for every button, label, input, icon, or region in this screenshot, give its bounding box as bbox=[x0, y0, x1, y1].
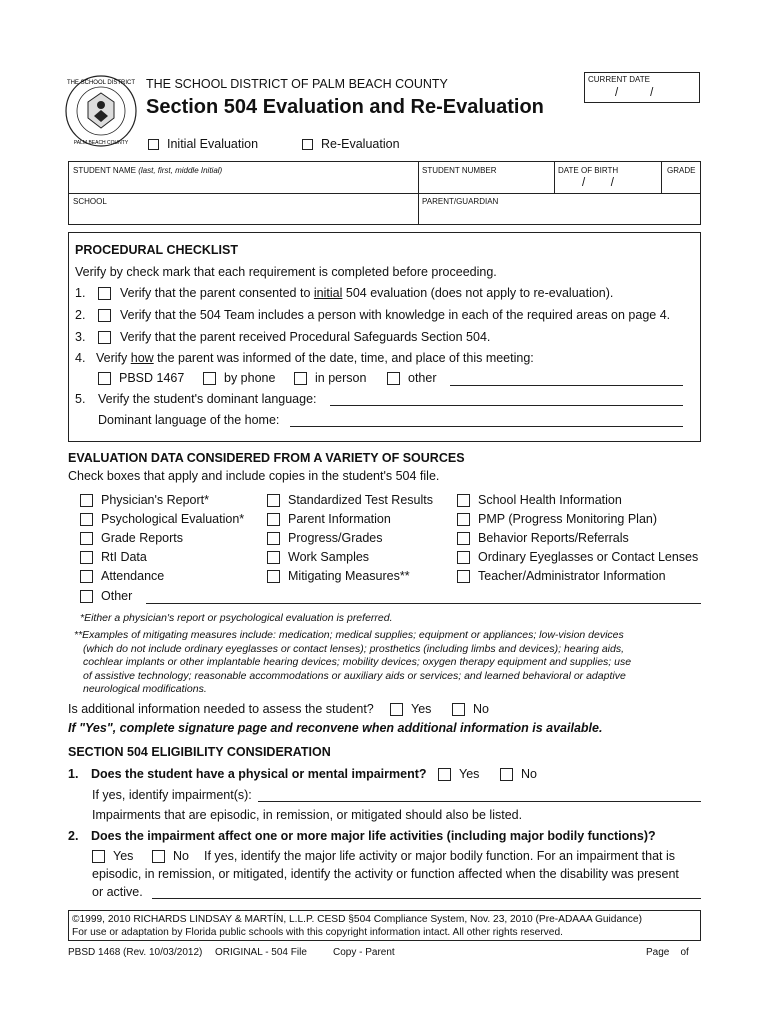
evaluation-source-option[interactable] bbox=[267, 493, 433, 507]
q2-yes-label: Yes bbox=[113, 849, 134, 863]
copyright-text: ©1999, 2010 RICHARDS LINDSAY & MARTÍN, L.L.P. CESD §504 Compliance System, Nov. 23, 2010 (Pre-ADAAA Guidance) bbox=[72, 914, 642, 925]
evaluation-source-checkbox[interactable] bbox=[267, 513, 280, 526]
checklist-item-2[interactable] bbox=[75, 308, 670, 322]
school-field[interactable]: SCHOOL bbox=[73, 197, 107, 206]
q1-no-label: No bbox=[521, 767, 537, 781]
q1-no[interactable] bbox=[500, 767, 537, 781]
footnote-physician: *Either a physician's report or psychological evaluation is preferred. bbox=[80, 612, 393, 624]
q1-no-checkbox[interactable] bbox=[500, 768, 513, 781]
q2-no[interactable] bbox=[152, 849, 189, 863]
evaluation-source-checkbox[interactable] bbox=[457, 494, 470, 507]
pbsd1467-label: PBSD 1467 bbox=[119, 371, 185, 385]
evaluation-source-label: Standardized Test Results bbox=[288, 493, 433, 507]
evaluation-source-label: Psychological Evaluation* bbox=[101, 512, 245, 526]
usage-text: For use or adaptation by Florida public schools with this copyright information intact. All other rights reserved. bbox=[72, 927, 563, 938]
page-number: Page of bbox=[646, 947, 689, 958]
q2-detail-line-1: If yes, identify the major life activity or major bodily function. For an impairment that is bbox=[204, 849, 676, 863]
evaluation-source-checkbox[interactable] bbox=[80, 494, 93, 507]
item2-text: Verify that the 504 Team includes a person with knowledge in each of the required areas on page 4. bbox=[120, 308, 671, 322]
evaluation-source-label: Behavior Reports/Referrals bbox=[478, 531, 629, 545]
checklist-item-4 bbox=[75, 351, 534, 365]
additional-info-question bbox=[68, 702, 374, 716]
checklist-intro: Verify by check mark that each requirement is completed before proceeding. bbox=[75, 265, 497, 279]
evaluation-source-option[interactable] bbox=[80, 493, 209, 507]
evaluation-source-option[interactable] bbox=[80, 531, 183, 545]
evaluation-source-option[interactable] bbox=[267, 550, 369, 564]
evaluation-other-label: Other bbox=[101, 589, 133, 603]
copyright-box bbox=[68, 910, 701, 941]
q2-yes[interactable] bbox=[92, 849, 133, 863]
home-language-label: Dominant language of the home: bbox=[98, 413, 280, 427]
re-evaluation-checkbox[interactable] bbox=[302, 139, 313, 150]
checklist-number-3: 3. bbox=[75, 330, 86, 344]
q2-detail-line-3: or active. bbox=[92, 885, 143, 899]
eligibility-q1 bbox=[68, 767, 427, 781]
checklist-heading: PROCEDURAL CHECKLIST bbox=[75, 243, 238, 257]
evaluation-source-label: Teacher/Administrator Information bbox=[478, 569, 666, 583]
in-person-checkbox[interactable] bbox=[294, 372, 307, 385]
q1-yes-label: Yes bbox=[459, 767, 480, 781]
evaluation-source-label: PMP (Progress Monitoring Plan) bbox=[478, 512, 658, 526]
evaluation-source-label: RtI Data bbox=[101, 550, 147, 564]
item4-underlined: how bbox=[130, 351, 154, 365]
item5-text: Verify the student's dominant language: bbox=[98, 392, 317, 406]
re-evaluation-label: Re-Evaluation bbox=[321, 137, 400, 151]
evaluation-source-label: Attendance bbox=[101, 569, 165, 583]
evaluation-source-option[interactable] bbox=[457, 550, 698, 564]
q1-note: Impairments that are episodic, in remission, or mitigated should also be listed. bbox=[92, 808, 523, 822]
student-number-field[interactable]: STUDENT NUMBER bbox=[422, 166, 497, 175]
date-of-birth-field[interactable]: DATE OF BIRTH bbox=[558, 166, 619, 175]
q2-number: 2. bbox=[68, 829, 79, 843]
district-name: THE SCHOOL DISTRICT OF PALM BEACH COUNTY bbox=[146, 77, 448, 91]
additional-info-yes[interactable] bbox=[390, 702, 431, 716]
q1-text: Does the student have a physical or mental impairment? bbox=[91, 767, 427, 781]
page-title: Section 504 Evaluation and Re-Evaluation bbox=[146, 96, 544, 118]
seal-bottom-text: PALM BEACH COUNTY bbox=[73, 140, 129, 146]
evaluation-source-checkbox[interactable] bbox=[457, 551, 470, 564]
evaluation-source-checkbox[interactable] bbox=[267, 551, 280, 564]
initial-evaluation-checkbox[interactable] bbox=[148, 139, 159, 150]
checklist-number-5: 5. bbox=[75, 392, 86, 406]
footnote-mitigating bbox=[74, 629, 631, 697]
q2-yes-checkbox[interactable] bbox=[92, 850, 105, 863]
q1-identify-line[interactable] bbox=[258, 801, 701, 802]
evaluation-source-option[interactable] bbox=[267, 569, 410, 583]
evaluation-source-checkbox[interactable] bbox=[457, 570, 470, 583]
footnote-line-3: cochlear implants or other implantable hearing devices; mobility devices; oxygen therapy equipment and supplies; use bbox=[83, 656, 632, 669]
student-name-label: STUDENT NAME bbox=[73, 166, 136, 175]
additional-info-no[interactable] bbox=[452, 702, 489, 716]
evaluation-source-label: Ordinary Eyeglasses or Contact Lenses bbox=[478, 550, 699, 564]
method-pbsd1467[interactable] bbox=[98, 371, 184, 385]
additional-info-label: Is additional information needed to assess the student? bbox=[68, 702, 374, 716]
footnote-line-4: of assistive technology; reasonable accommodations or auxiliary aids or services; and learned behavioral or adaptive bbox=[83, 669, 626, 682]
district-seal bbox=[64, 74, 138, 148]
re-evaluation-option[interactable] bbox=[302, 137, 400, 151]
evaluation-source-option[interactable] bbox=[267, 512, 391, 526]
method-phone[interactable] bbox=[203, 371, 275, 385]
evaluation-source-label: School Health Information bbox=[478, 493, 622, 507]
evaluation-source-label: Physician's Report* bbox=[101, 493, 209, 507]
evaluation-source-checkbox[interactable] bbox=[457, 513, 470, 526]
checklist-item-3[interactable] bbox=[75, 330, 490, 344]
student-name-hint: (last, first, middle Initial) bbox=[138, 166, 223, 175]
additional-info-yes-checkbox[interactable] bbox=[390, 703, 403, 716]
dob-slashes: / / bbox=[582, 177, 614, 189]
evaluation-source-checkbox[interactable] bbox=[80, 551, 93, 564]
item4-post: the parent was informed of the date, time, and place of this meeting: bbox=[153, 351, 534, 365]
other-method-line[interactable] bbox=[450, 385, 683, 386]
evaluation-source-option[interactable] bbox=[267, 531, 382, 545]
evaluation-other-checkbox[interactable] bbox=[80, 590, 93, 603]
evaluation-other-line[interactable] bbox=[146, 603, 701, 604]
q2-no-checkbox[interactable] bbox=[152, 850, 165, 863]
other-method-label: other bbox=[408, 371, 437, 385]
evaluation-source-label: Mitigating Measures** bbox=[288, 569, 410, 583]
evaluation-source-label: Work Samples bbox=[288, 550, 370, 564]
evaluation-source-option[interactable] bbox=[80, 512, 244, 526]
q1-number: 1. bbox=[68, 767, 79, 781]
additional-info-note: If "Yes", complete signature page and reconvene when additional information is available. bbox=[68, 721, 603, 735]
distribution-original: ORIGINAL - 504 File bbox=[215, 947, 307, 958]
eligibility-heading: SECTION 504 ELIGIBILITY CONSIDERATION bbox=[68, 745, 331, 759]
q1-yes[interactable] bbox=[438, 767, 479, 781]
pbsd1467-checkbox[interactable] bbox=[98, 372, 111, 385]
method-in-person[interactable] bbox=[294, 371, 366, 385]
checklist-item-5 bbox=[75, 392, 317, 406]
checklist-number-1: 1. bbox=[75, 286, 86, 300]
item4-pre: Verify bbox=[96, 351, 131, 365]
evaluation-other[interactable] bbox=[80, 589, 132, 603]
evaluation-source-option[interactable] bbox=[457, 493, 622, 507]
checklist-checkbox-1[interactable] bbox=[98, 287, 111, 300]
home-language-line[interactable] bbox=[290, 426, 683, 427]
q2-text: Does the impairment affect one or more major life activities (including major bodily functions)? bbox=[91, 829, 656, 843]
evaluation-source-option[interactable] bbox=[80, 569, 164, 583]
footnote-line-1: **Examples of mitigating measures include: medication; medical supplies; equipment or appliances; low-vision devices bbox=[74, 629, 624, 641]
evaluation-source-checkbox[interactable] bbox=[80, 570, 93, 583]
student-name-field[interactable] bbox=[73, 166, 222, 175]
checklist-checkbox-3[interactable] bbox=[98, 331, 111, 344]
seal-top-text: THE SCHOOL DISTRICT bbox=[66, 80, 136, 86]
q1-yes-checkbox[interactable] bbox=[438, 768, 451, 781]
student-language-line[interactable] bbox=[330, 405, 683, 406]
evaluation-source-option[interactable] bbox=[457, 531, 629, 545]
item1-post: 504 evaluation (does not apply to re-evaluation). bbox=[342, 286, 614, 300]
checklist-item-1[interactable] bbox=[75, 286, 613, 300]
q2-identify-line[interactable] bbox=[152, 898, 701, 899]
evaluation-heading: EVALUATION DATA CONSIDERED FROM A VARIETY OF SOURCES bbox=[68, 451, 465, 465]
checklist-number-2: 2. bbox=[75, 308, 86, 322]
evaluation-source-checkbox[interactable] bbox=[80, 513, 93, 526]
item3-text: Verify that the parent received Procedural Safeguards Section 504. bbox=[120, 330, 491, 344]
parent-guardian-field[interactable]: PARENT/GUARDIAN bbox=[422, 197, 499, 206]
item1-pre: Verify that the parent consented to bbox=[120, 286, 314, 300]
q2-detail-line-2: episodic, in remission, or mitigated, identify the activity or function affected when the disability was present bbox=[92, 867, 679, 881]
evaluation-source-label: Parent Information bbox=[288, 512, 391, 526]
initial-evaluation-label: Initial Evaluation bbox=[167, 137, 259, 151]
initial-evaluation-option[interactable] bbox=[148, 137, 258, 151]
phone-checkbox[interactable] bbox=[203, 372, 216, 385]
in-person-label: in person bbox=[315, 371, 367, 385]
current-date-label: CURRENT DATE bbox=[588, 75, 650, 84]
current-date-box[interactable] bbox=[584, 72, 700, 103]
student-info-grid bbox=[68, 161, 701, 225]
distribution-copy: Copy - Parent bbox=[333, 947, 395, 958]
footnote-line-2: (which do not include ordinary eyeglasses or contact lenses); prosthetics (including limbs and devices); hearing aids, bbox=[83, 642, 625, 655]
method-other[interactable] bbox=[387, 371, 437, 385]
additional-info-no-label: No bbox=[473, 702, 489, 716]
other-method-checkbox[interactable] bbox=[387, 372, 400, 385]
evaluation-source-label: Grade Reports bbox=[101, 531, 183, 545]
q2-no-label: No bbox=[173, 849, 189, 863]
grade-field[interactable]: GRADE bbox=[667, 166, 696, 175]
form-id: PBSD 1468 (Rev. 10/03/2012) bbox=[68, 947, 203, 958]
evaluation-source-option[interactable] bbox=[457, 569, 666, 583]
evaluation-source-checkbox[interactable] bbox=[80, 532, 93, 545]
checklist-number-4: 4. bbox=[75, 351, 86, 365]
additional-info-yes-label: Yes bbox=[411, 702, 432, 716]
evaluation-source-label: Progress/Grades bbox=[288, 531, 383, 545]
evaluation-source-checkbox[interactable] bbox=[457, 532, 470, 545]
checklist-checkbox-2[interactable] bbox=[98, 309, 111, 322]
phone-label: by phone bbox=[224, 371, 276, 385]
current-date-slashes: / / bbox=[615, 87, 654, 99]
evaluation-intro: Check boxes that apply and include copies in the student's 504 file. bbox=[68, 469, 440, 483]
evaluation-source-option[interactable] bbox=[80, 550, 147, 564]
item1-underlined: initial bbox=[313, 286, 343, 300]
additional-info-no-checkbox[interactable] bbox=[452, 703, 465, 716]
evaluation-source-checkbox[interactable] bbox=[267, 570, 280, 583]
evaluation-source-option[interactable] bbox=[457, 512, 657, 526]
eligibility-q2 bbox=[68, 829, 656, 843]
footnote-line-5: neurological modifications. bbox=[83, 683, 207, 696]
evaluation-source-checkbox[interactable] bbox=[267, 494, 280, 507]
evaluation-source-checkbox[interactable] bbox=[267, 532, 280, 545]
q1-identify-label: If yes, identify impairment(s): bbox=[92, 788, 252, 802]
